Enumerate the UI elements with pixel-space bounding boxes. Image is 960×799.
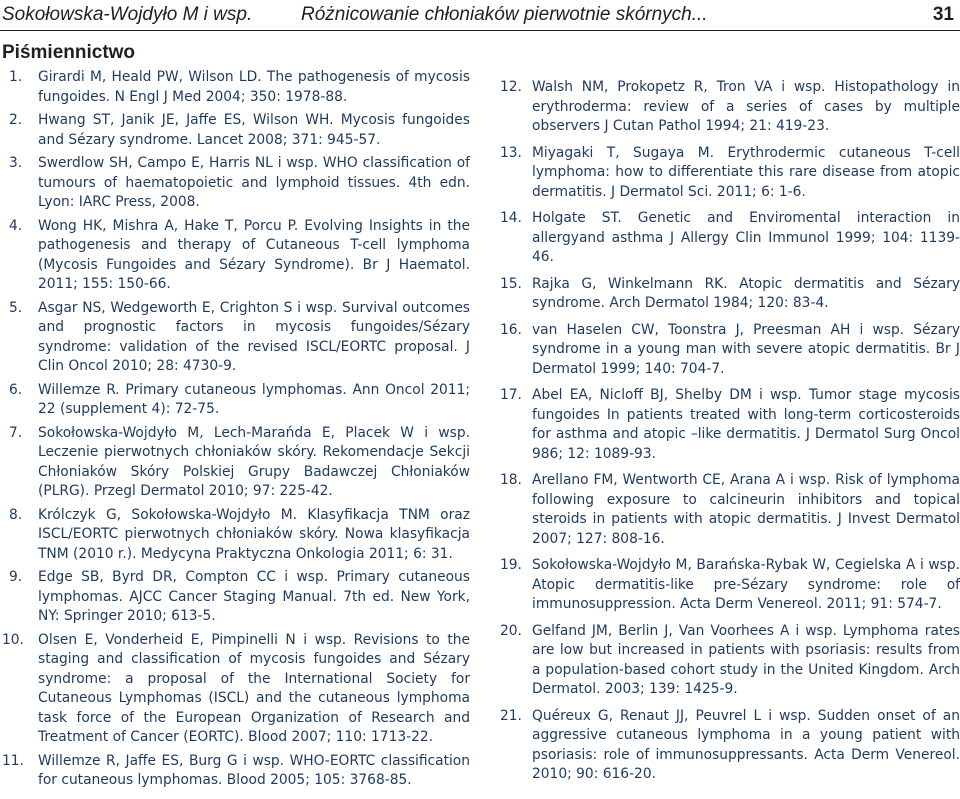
reference-text: Królczyk G, Sokołowska-Wojdyło M. Klasyfikacja TNM oraz ISCL/EORTC pierwotnych chłoniaków skóry. Nowa klasyfikacja TNM (2010 r.). Medycyna Praktyczna Onkologia 2011; 6: 31. [38,506,470,562]
reference-item [2,111,470,150]
reference-text: Edge SB, Byrd DR, Compton CC i wsp. Primary cutaneous lymphomas. AJCC Cancer Staging Manual. 7th ed. New York, NY: Springer 2010; 613-5. [38,569,470,624]
reference-item [2,381,470,420]
reference-text: Arellano FM, Wentworth CE, Arana A i wsp. Risk of lymphoma following exposure to calcineurin inhibitors and topical steroids in patients with atopic dermatitis. J Invest Dermatol 2007; 127: 808-16. [532,472,960,547]
reference-item [2,299,470,377]
reference-item [2,154,470,213]
reference-number: 7. [9,424,23,441]
page-number: 31 [932,4,954,25]
reference-item [486,622,960,700]
reference-text: Hwang ST, Janik JE, Jaffe ES, Wilson WH. Mycosis fungoides and Sézary syndrome. Lancet 2008; 371: 945-57. [38,112,470,148]
reference-number: 2. [9,112,23,128]
reference-text: Sokołowska-Wojdyło M, Lech-Marańda E, Placek W i wsp. Leczenie pierwotnych chłoniaków skóry. Rekomendacje Sekcji Chłoniaków Skóry Polskiej Grupy Badawczej Chłoniaków (PLRG). Przegl Dermatol 2010; 97: 225-42. [38,424,470,499]
reference-number: 4. [9,217,23,234]
reference-text: Asgar NS, Wedgeworth E, Crighton S i wsp. Survival outcomes and prognostic factors in mycosis fungoides/Sézary syndrome: validation of the revised ISCL/EORTC proposal. J Clin Oncol 2010; 28: 4730-9. [38,299,470,374]
reference-item [486,707,960,785]
reference-number: 1. [9,69,23,85]
reference-text: Abel EA, Nicloff BJ, Shelby DM i wsp. Tumor stage mycosis fungoides In patients treated with long-term corticosteroids for asthma and atopic –like dermatitis. J Dermatol Surg Oncol 986; 12: 1089-93. [532,387,960,462]
reference-item [486,144,960,203]
reference-number: 18. [500,472,522,488]
reference-text: Willemze R. Primary cutaneous lymphomas. Ann Oncol 2011; 22 (supplement 4): 72-75. [38,381,470,417]
reference-item [2,217,470,295]
reference-text: van Haselen CW, Toonstra J, Preesman AH i wsp. Sézary syndrome in a young man with severe atopic dermatitis. Br J Dermatol 1999; 140: 704-7. [532,321,960,377]
reference-number: 15. [500,275,522,292]
reference-text: Swerdlow SH, Campo E, Harris NL i wsp. WHO classification of tumours of haematopoietic and lymphoid tissues. 4th edn. Lyon: IARC Press, 2008. [38,155,470,210]
reference-number: 9. [9,569,23,585]
reference-item [486,209,960,268]
reference-text: Wong HK, Mishra A, Hake T, Porcu P. Evolving Insights in the pathogenesis and therapy of Cutaneous T-cell lymphoma (Mycosis Fungoides and Sézary Syndrome). Br J Haematol. 2011; 155: 150-66. [38,217,470,292]
reference-item [486,471,960,549]
reference-text: Miyagaki T, Sugaya M. Erythrodermic cutaneous T-cell lymphoma: how to differentiate this rare disease from atopic dermatitis. J Dermatol Sci. 2011; 6: 1-6. [532,144,960,200]
reference-text: Willemze R, Jaffe ES, Burg G i wsp. WHO-EORTC classification for cutaneous lymphomas. Blood 2005; 105: 3768-85. [38,752,470,788]
reference-text: Walsh NM, Prokopetz R, Tron VA i wsp. Histopathology in erythroderma: review of a series of cases by multiple observers J Cutan Pathol 1994; 21: 419-23. [532,79,960,134]
reference-number: 8. [9,506,23,523]
reference-number: 12. [500,79,522,95]
reference-text: Olsen E, Vonderheid E, Pimpinelli N i wsp. Revisions to the staging and classification of mycosis fungoides and Sézary syndrome: a proposal of the International Society for Cutaneous Lymphomas (ISCL) and the cutaneous lymphoma task force of the European Organization of Research and Treatment of Cancer (EORTC). Blood 2007; 110: 1713-22. [38,631,470,745]
reference-number: 5. [9,299,23,316]
reference-item [486,321,960,380]
reference-item [486,275,960,314]
reference-number: 20. [500,622,522,639]
reference-item [486,78,960,137]
reference-number: 16. [500,321,522,338]
header-article-title: Różnicowanie chłoniaków pierwotnie skórnych... [301,4,708,25]
reference-number: 3. [9,155,23,171]
reference-text: Rajka G, Winkelmann RK. Atopic dermatitis and Sézary syndrome. Arch Dermatol 1984; 120: 83-4. [532,275,960,311]
reference-item [2,568,470,627]
reference-number: 6. [9,381,23,398]
reference-text: Gelfand JM, Berlin J, Van Voorhees A i wsp. Lymphoma rates are low but increased in patients with psoriasis: results from a population-based cohort study in the United Kingdom. Arch Dermatol. 2003; 139: 1425-9. [532,622,960,697]
references-right-column [486,78,960,792]
reference-text: Holgate ST. Genetic and Enviromental interaction in allergyand asthma J Allergy Clin Immunol 1999; 104: 1139-46. [532,210,960,265]
references-left-column [2,68,470,795]
section-title: Piśmiennictwo [2,42,136,63]
reference-number: 10. [2,631,24,648]
reference-item [2,752,470,791]
reference-number: 14. [500,210,522,226]
reference-item [2,68,470,107]
reference-number: 21. [500,707,522,724]
reference-number: 17. [500,387,522,403]
reference-text: Quéreux G, Renaut JJ, Peuvrel L i wsp. Sudden onset of an aggressive cutaneous lymphoma in a young patient with psoriasis: role of immunosuppressants. Acta Derm Venereol. 2010; 90: 616-20. [532,707,960,782]
reference-text: Sokołowska-Wojdyło M, Barańska-Rybak W, Cegielska A i wsp. Atopic dermatitis-like pre-Sézary syndrome: role of immunosuppression. Acta Derm Venereol. 2011; 91: 574-7. [532,557,960,612]
reference-number: 11. [2,752,24,769]
header-authors: Sokołowska-Wojdyło M i wsp. [2,4,253,25]
reference-text: Girardi M, Heald PW, Wilson LD. The pathogenesis of mycosis fungoides. N Engl J Med 2004; 350: 1978-88. [38,69,470,105]
reference-item [2,631,470,748]
reference-item [2,506,470,565]
reference-item [486,386,960,464]
reference-number: 19. [500,557,522,573]
reference-item [2,424,470,502]
reference-number: 13. [500,144,522,161]
running-header [0,0,960,31]
reference-item [486,556,960,615]
